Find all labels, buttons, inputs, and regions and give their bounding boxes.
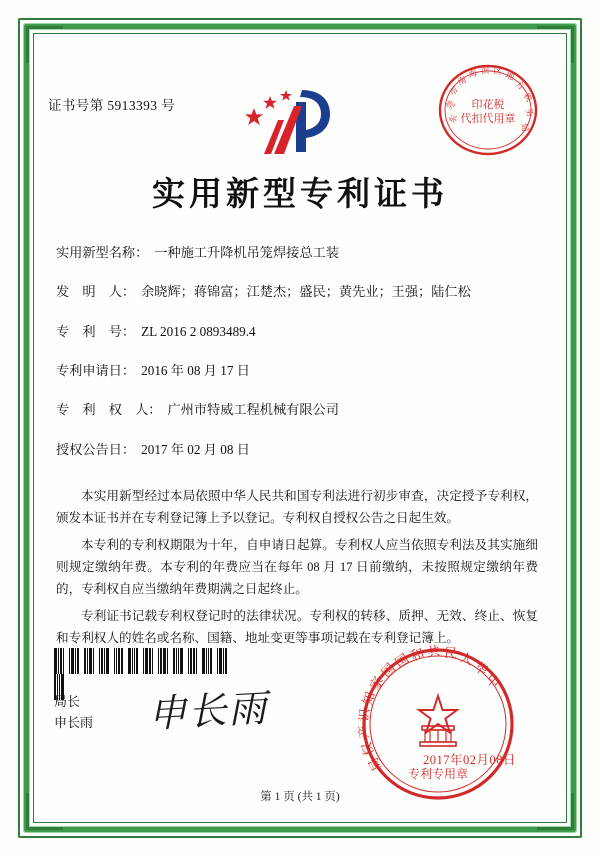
svg-text:产: 产 <box>358 724 373 740</box>
svg-text:权: 权 <box>359 740 378 758</box>
svg-text:人: 人 <box>457 650 475 669</box>
sipo-logo-icon <box>244 84 368 160</box>
svg-text:知: 知 <box>360 690 379 708</box>
field-row-application-date <box>56 362 546 380</box>
svg-text:海: 海 <box>467 68 478 80</box>
svg-text:地: 地 <box>503 70 516 83</box>
svg-text:方: 方 <box>513 79 527 93</box>
paragraph-grant: 本实用新型经过本局依照中华人民共和国专利法进行初步审查，决定授予专利权，颁发本证书并在专利登记簿上予以登记。专利权自授权公告之日起生效。 <box>56 489 538 525</box>
svg-text:务: 务 <box>522 106 536 119</box>
svg-text:局: 局 <box>518 122 530 133</box>
field-row-grant-date <box>56 441 546 459</box>
svg-text:税: 税 <box>520 91 534 105</box>
svg-text:家: 家 <box>367 674 387 693</box>
field-row-patentee <box>56 401 546 419</box>
field-label: 发 明 人： <box>56 284 136 300</box>
seal-date: 2017年02月08日 <box>422 753 516 767</box>
svg-text:共: 共 <box>426 644 442 661</box>
handwritten-signature: 申长雨 <box>147 685 270 737</box>
svg-text:民: 民 <box>443 646 458 662</box>
director-signature-block <box>54 692 93 734</box>
svg-text:区: 区 <box>492 66 503 78</box>
tax-stamp-seal <box>436 58 540 162</box>
svg-text:南: 南 <box>456 75 469 88</box>
svg-text:华: 华 <box>471 659 490 679</box>
field-value: 2017 年 02 月 08 日 <box>141 441 250 457</box>
svg-text:识: 识 <box>358 707 374 723</box>
certificate-body-text <box>56 486 538 656</box>
svg-text:代扣代用章: 代扣代用章 <box>460 112 516 125</box>
svg-text:国: 国 <box>378 660 399 681</box>
field-value: 一种施工升降机吊笼焊接总工装 <box>154 245 339 260</box>
field-value: 2016 年 08 月 17 日 <box>141 362 250 378</box>
svg-text:局: 局 <box>366 754 386 774</box>
svg-text:莞: 莞 <box>444 98 458 112</box>
field-label: 专 利 号： <box>56 323 136 339</box>
svg-text:东: 东 <box>447 113 461 126</box>
certificate-fields <box>56 244 546 480</box>
field-label: 实用新型名称： <box>56 245 149 260</box>
field-row-invention-name <box>56 244 546 262</box>
page-footer: 第 1 页 (共 1 页) <box>260 791 340 803</box>
field-label: 专利申请日： <box>56 362 136 378</box>
field-label: 专 利 权 人： <box>56 402 162 418</box>
paragraph-term-fee: 本专利的专利权期限为十年，自申请日起算。专利权人应当依照专利法及其实施细则规定缴纳年费。本专利的年费应当在每年 08 月 17 日前缴纳，未按照规定缴纳年费的，专利权自应当缴纳年费期满之日起终止。 <box>56 538 539 596</box>
field-label: 授权公告日： <box>56 441 136 457</box>
svg-text:国: 国 <box>392 651 413 672</box>
official-seal <box>358 644 518 804</box>
field-value: 广州市特威工程机械有限公司 <box>167 402 339 418</box>
field-row-patent-number <box>56 323 546 341</box>
field-value: ZL 2016 2 0893489.4 <box>141 323 256 339</box>
svg-text:市: 市 <box>447 85 461 99</box>
certificate-content <box>48 48 552 808</box>
field-row-inventors <box>56 283 546 301</box>
barcode <box>54 648 230 674</box>
paragraph-legal-status: 专利证书记载专利权登记时的法律状况。专利权的转移、质押、无效、终止、恢复和专利权人的姓名或名称、国籍、地址变更等事项记载在专利登记簿上。 <box>56 609 538 645</box>
page-title: 实用新型专利证书 <box>152 174 448 213</box>
certificate-serial-number: 证书号第 5913393 号 <box>48 98 176 113</box>
svg-text:中: 中 <box>482 671 503 692</box>
svg-text:专利专用章: 专利专用章 <box>407 767 469 781</box>
svg-text:滨: 滨 <box>481 66 490 76</box>
director-name: 申长雨 <box>54 714 94 730</box>
field-value: 余晓辉；蒋锦富；江楚杰；盛民；黄先业；王强；陆仁松 <box>141 284 471 300</box>
svg-text:和: 和 <box>408 645 427 665</box>
director-label: 局长 <box>54 694 81 709</box>
svg-text:印花税: 印花税 <box>471 98 505 111</box>
